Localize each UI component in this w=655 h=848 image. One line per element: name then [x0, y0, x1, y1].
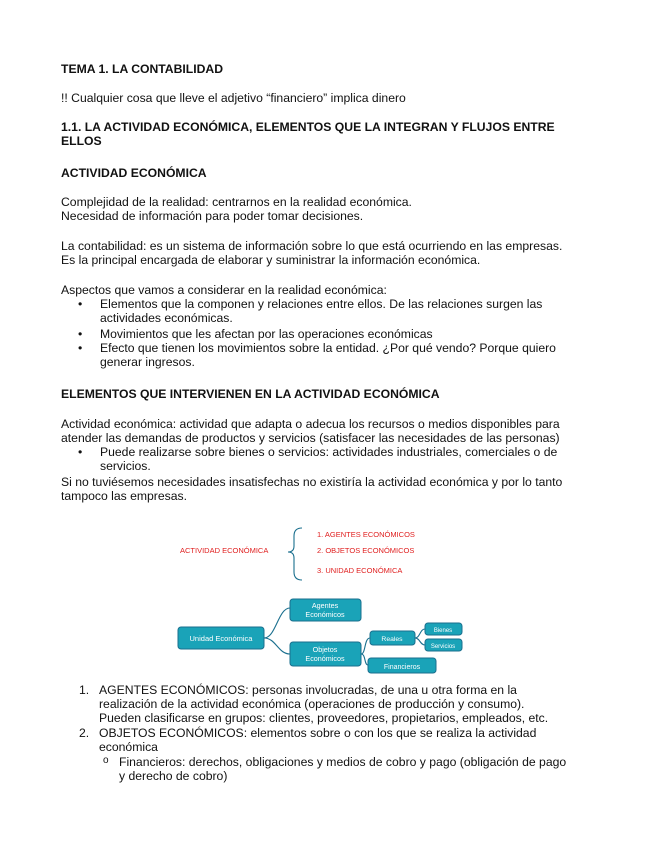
- bullet-icon: •: [78, 445, 83, 459]
- connector-line: [361, 638, 370, 654]
- closing-paragraph: Si no tuviésemos necesidades insatisfechas no existiría la actividad económica y por lo tanto tampoco las empresas.: [61, 475, 563, 503]
- aspects-intro: Aspectos que vamos a considerar en la realidad económica:: [61, 283, 387, 297]
- node-label: Económicos: [305, 654, 345, 663]
- bullet-icon: •: [78, 341, 83, 355]
- sub-bullet-text: [119, 755, 599, 783]
- diagram-list-item: 2. OBJETOS ECONÓMICOS: [317, 546, 415, 555]
- item-line: AGENTES ECONÓMICOS: personas involucradas, de una u otra forma en la: [99, 683, 517, 697]
- diagram-svg: [172, 520, 492, 680]
- paragraph-complejidad: [61, 195, 596, 223]
- circle-bullet-icon: o: [103, 755, 109, 766]
- item-line: Financieros: derechos, obligaciones y medios de cobro y pago (obligación de pago: [119, 755, 567, 769]
- list-item-text: Elementos que la componen y relaciones entre ellos. De las relaciones surgen las actividades económicas.: [100, 297, 543, 325]
- subheading-elementos: ELEMENTOS QUE INTERVIENEN EN LA ACTIVIDAD ECONÓMICA: [61, 387, 440, 401]
- paragraph-line: La contabilidad: es un sistema de información sobre lo que está ocurriendo en las empresas.: [61, 239, 563, 253]
- node-label: Objetos: [312, 645, 338, 654]
- bullet-icon: •: [78, 297, 83, 311]
- node-label: Reales: [381, 636, 403, 643]
- paragraph-contabilidad: [61, 239, 596, 267]
- item-line: Pueden clasificarse en grupos: clientes, proveedores, propietarios, empleados, etc.: [99, 711, 549, 725]
- paragraph-line: Necesidad de información para poder tomar decisiones.: [61, 209, 364, 223]
- paragraph-line: Complejidad de la realidad: centrarnos en la realidad económica.: [61, 195, 412, 209]
- diagram-left-label: ACTIVIDAD ECONÓMICA: [180, 546, 269, 555]
- bullet-icon: •: [78, 327, 83, 341]
- subheading-actividad-economica: ACTIVIDAD ECONÓMICA: [61, 166, 207, 180]
- note: !! Cualquier cosa que lleve el adjetivo “financiero” implica dinero: [61, 91, 406, 105]
- diagram-list-item: 3. UNIDAD ECONÓMICA: [317, 566, 403, 575]
- document-title: TEMA 1. LA CONTABILIDAD: [61, 62, 224, 76]
- node-label: Unidad Económica: [189, 634, 253, 643]
- definition-paragraph: Actividad económica: actividad que adapta o adecua los recursos o medios disponibles para atender las demandas de productos y servicios (satisfacer las necesidades de las personas): [61, 417, 560, 445]
- item-line: realización de la actividad económica (operaciones de producción y consumo).: [99, 697, 525, 711]
- connector-line: [264, 638, 290, 654]
- node-label: Financieros: [383, 664, 421, 671]
- item-line: y derecho de cobro): [119, 769, 228, 783]
- item-line: OBJETOS ECONÓMICOS: elementos sobre o con los que se realiza la actividad: [99, 726, 537, 740]
- node-label: Servicios: [430, 644, 456, 650]
- concept-diagram: [172, 520, 492, 680]
- connector-line: [415, 629, 425, 638]
- item-number: 1.: [79, 683, 90, 697]
- list-item-text: Movimientos que les afectan por las operaciones económicas: [100, 327, 433, 341]
- node-label: Económicos: [305, 610, 345, 619]
- paragraph-line: Es la principal encargada de elaborar y suministrar la información económica.: [61, 253, 481, 267]
- list-item-text: Puede realizarse sobre bienes o servicios: actividades industriales, comerciales o de servicios.: [100, 445, 558, 473]
- connector-line: [361, 654, 368, 665]
- section-heading-1-1: 1.1. LA ACTIVIDAD ECONÓMICA, ELEMENTOS QUE LA INTEGRAN Y FLUJOS ENTRE ELLOS: [61, 120, 555, 148]
- connector-line: [415, 638, 425, 645]
- item-text: [99, 726, 599, 754]
- diagram-list-item: 1. AGENTES ECONÓMICOS: [317, 530, 415, 539]
- item-text: [99, 683, 599, 725]
- item-line: económica: [99, 740, 158, 754]
- item-number: 2.: [79, 726, 90, 740]
- list-item-text: Efecto que tienen los movimientos sobre la entidad. ¿Por qué vendo? Porque quiero generar ingresos.: [100, 341, 556, 369]
- connector-line: [264, 608, 290, 638]
- brace-shape: [288, 528, 302, 580]
- node-label: Agentes: [311, 601, 339, 610]
- node-label: Bienes: [433, 628, 453, 634]
